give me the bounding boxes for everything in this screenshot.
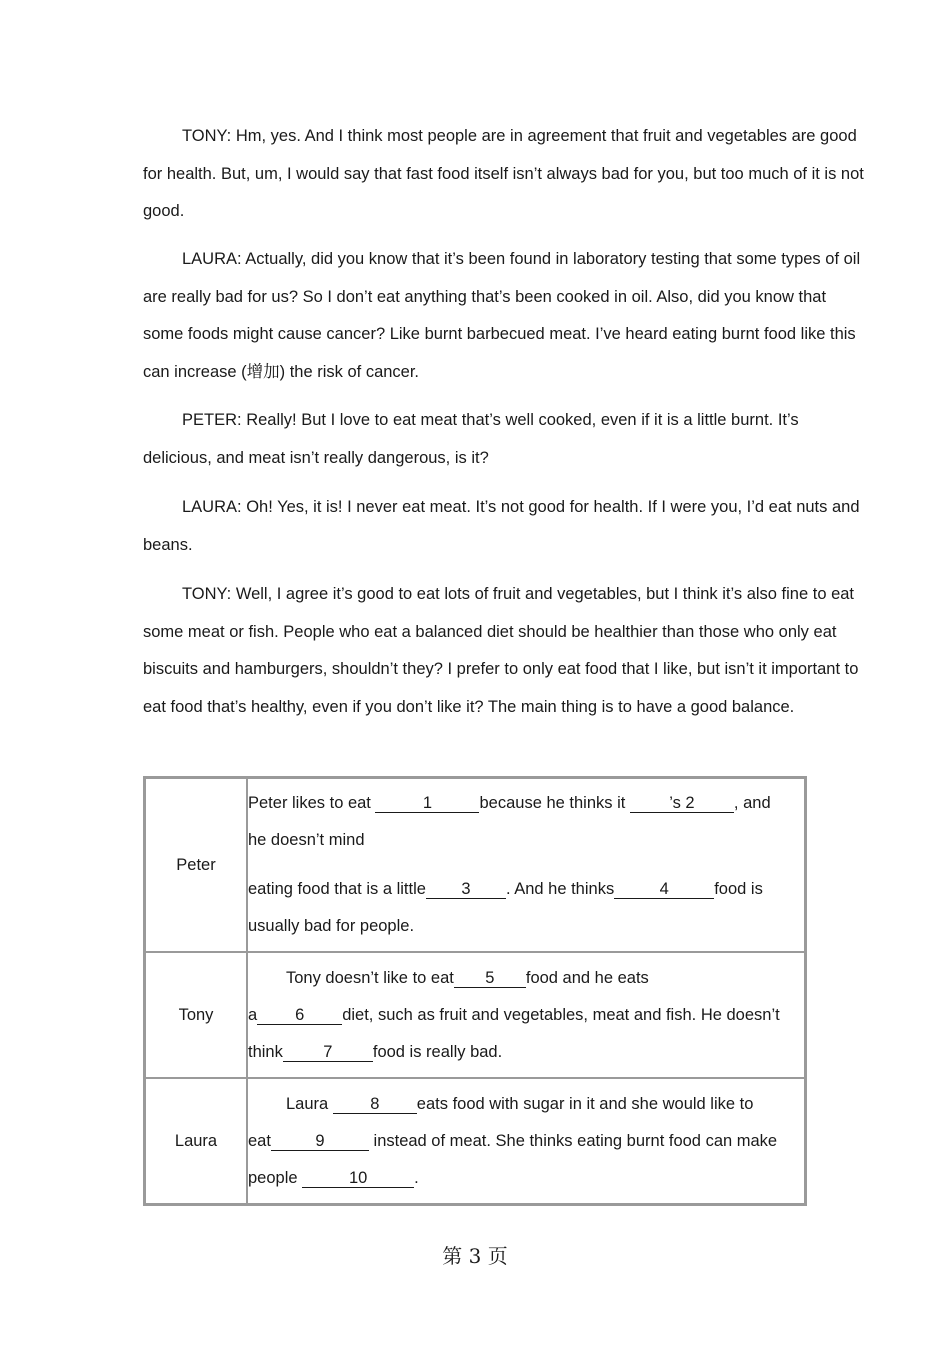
blank-8[interactable]: 8 xyxy=(333,1095,417,1114)
text-line: eating food that is a little 3 . And he thinks 4 food is xyxy=(248,880,763,898)
dialogue-laura-1 xyxy=(143,241,868,391)
table-row-peter xyxy=(145,778,805,952)
text-line: eat 9 instead of meat. She thinks eating burnt food can make xyxy=(248,1131,778,1150)
dialogue-tony-1 xyxy=(143,118,868,231)
speaker-label: TONY: xyxy=(182,127,232,145)
name-cell-peter: Peter xyxy=(145,778,247,952)
dialogue-tony-2 xyxy=(143,576,868,726)
page-number: 第 3 页 xyxy=(442,1244,508,1268)
speaker-label: TONY: xyxy=(182,585,232,603)
speaker-label: LAURA: xyxy=(182,498,242,516)
desc-cell-laura xyxy=(247,1078,805,1204)
blank-4[interactable]: 4 xyxy=(614,880,714,899)
table-row-laura xyxy=(145,1078,805,1204)
blank-9[interactable]: 9 xyxy=(271,1132,369,1151)
dialogue-text: Hm, yes. And I think most people are in agreement that fruit and vegetables are good for health. But, um, I would say that fast food itself isn’t always bad for you, but too much of it is not good. xyxy=(143,127,864,220)
text-line: he doesn’t mind xyxy=(248,831,365,849)
text-line: usually bad for people. xyxy=(248,917,415,935)
dialogue-peter xyxy=(143,402,868,477)
text-line: people 10 . xyxy=(248,1168,419,1187)
speaker-label: LAURA: xyxy=(182,250,242,268)
blank-7[interactable]: 7 xyxy=(283,1043,373,1062)
dialogue-text: Well, I agree it’s good to eat lots of fruit and vegetables, but I think it’s also fine to eat some meat or fish. People who eat a balanced diet should be healthier than those who only eat biscuits and hamburgers, shouldn’t they? I prefer to only eat food that I like, but isn’t it important to eat food that’s healthy, even if you don’t like it? The main thing is to have a good balance. xyxy=(143,585,859,716)
blank-3[interactable]: 3 xyxy=(426,880,506,899)
name-cell-tony: Tony xyxy=(145,952,247,1078)
speaker-label: PETER: xyxy=(182,411,242,429)
desc-cell-peter xyxy=(247,778,805,952)
dialogue-text: Really! But I love to eat meat that’s well cooked, even if it is a little burnt. It’s delicious, and meat isn’t really dangerous, is it? xyxy=(143,411,799,467)
name-cell-laura: Laura xyxy=(145,1078,247,1204)
blank-1[interactable]: 1 xyxy=(375,794,479,813)
dialogue-text: Actually, did you know that it’s been found in laboratory testing that some types of oil are really bad for us? So I don’t eat anything that’s been cooked in oil. Also, did you know that some foods might cause cancer? Like burnt barbecued meat. I’ve heard eating burnt food like this can increase (增加) the risk of cancer. xyxy=(143,250,861,381)
text-line: a 6 diet, such as fruit and vegetables, meat and fish. He doesn’t xyxy=(248,1005,780,1024)
blank-5[interactable]: 5 xyxy=(454,969,526,988)
blank-6[interactable]: 6 xyxy=(257,1006,342,1025)
blank-2[interactable]: ’s 2 xyxy=(630,794,734,813)
exercise-table xyxy=(143,776,807,1206)
blank-10[interactable]: 10 xyxy=(302,1169,414,1188)
text-line: Laura 8 eats food with sugar in it and she would like to xyxy=(286,1094,754,1113)
table-row-tony xyxy=(145,952,805,1078)
desc-cell-tony xyxy=(247,952,805,1078)
dialogue-laura-2 xyxy=(143,489,868,564)
text-line: think 7 food is really bad. xyxy=(248,1042,503,1061)
dialogue-text: Oh! Yes, it is! I never eat meat. It’s not good for health. If I were you, I’d eat nuts and beans. xyxy=(143,498,860,554)
text-line: Tony doesn’t like to eat 5 food and he eats xyxy=(286,968,649,987)
text-line: Peter likes to eat 1 because he thinks it ’s 2 , and xyxy=(248,794,771,812)
